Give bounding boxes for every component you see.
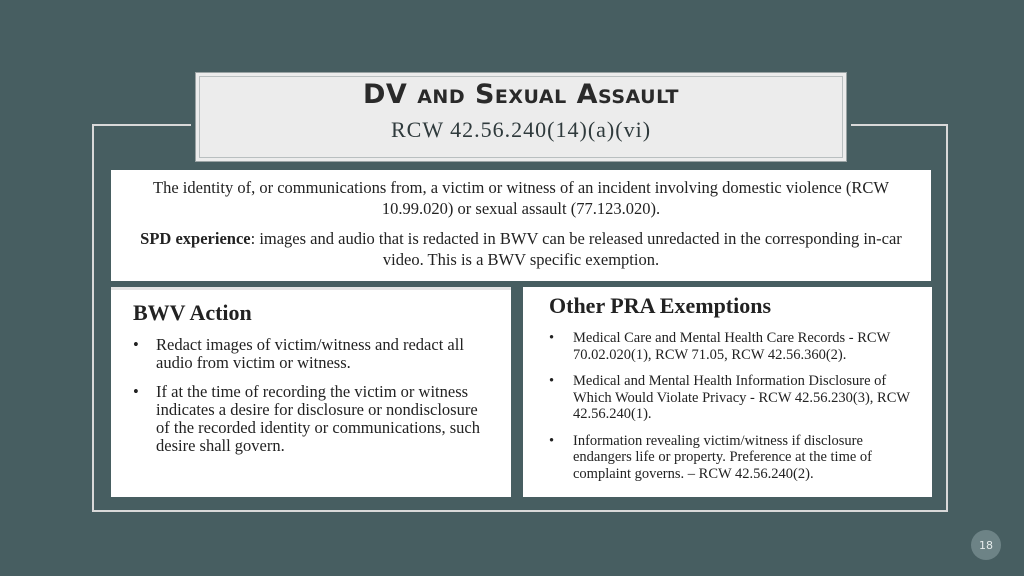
- bwv-action-card: [111, 287, 511, 497]
- list-item-text: If at the time of recording the victim or witness indicates a desire for disclosure or nondisclosure of the recorded identity or communications, such desire shall govern.: [156, 382, 480, 455]
- page-number-badge: 18: [971, 530, 1001, 560]
- spd-experience-label: SPD experience: [140, 229, 251, 248]
- list-item-text: Information revealing victim/witness if disclosure endangers life or property. Preference at the time of complaint governs. – RCW 42.56.240(2).: [573, 432, 872, 482]
- slide-title: DV and Sexual Assault: [363, 79, 679, 110]
- intro-paragraph: The identity of, or communications from, a victim or witness of an incident involving domestic violence (RCW 10.99.020) or sexual assault (77.123.020).: [153, 178, 889, 218]
- list-item-text: Medical and Mental Health Information Disclosure of Which Would Violate Privacy - RCW 42.56.230(3), RCW 42.56.240(1).: [573, 373, 910, 422]
- list-item: [549, 373, 916, 423]
- bullet-icon: •: [549, 330, 555, 346]
- bullet-icon: •: [549, 432, 555, 449]
- bullet-icon: •: [133, 335, 139, 354]
- other-pra-list: [549, 330, 916, 482]
- intro-box: [111, 170, 931, 281]
- list-item: [133, 383, 489, 455]
- bullet-icon: •: [549, 373, 555, 389]
- list-item: [133, 336, 489, 372]
- other-pra-card: [523, 287, 932, 497]
- slide-subtitle: RCW 42.56.240(14)(a)(vi): [390, 117, 652, 142]
- bwv-action-list: [133, 336, 489, 455]
- other-pra-heading: Other PRA Exemptions: [549, 293, 772, 318]
- spd-experience-text: : images and audio that is redacted in BWV can be released unredacted in the corresponding in-car video. This is a BWV specific exemption.: [250, 229, 902, 269]
- list-item: [549, 433, 916, 483]
- title-box: [195, 72, 847, 162]
- bwv-action-heading: BWV Action: [133, 300, 252, 325]
- list-item-text: Redact images of victim/witness and redact all audio from victim or witness.: [156, 335, 464, 372]
- spd-experience-paragraph: [125, 228, 917, 270]
- bullet-icon: •: [133, 382, 139, 401]
- list-item-text: Medical Care and Mental Health Care Records - RCW 70.02.020(1), RCW 71.05, RCW 42.56.360(2).: [573, 330, 891, 363]
- list-item: [549, 330, 916, 363]
